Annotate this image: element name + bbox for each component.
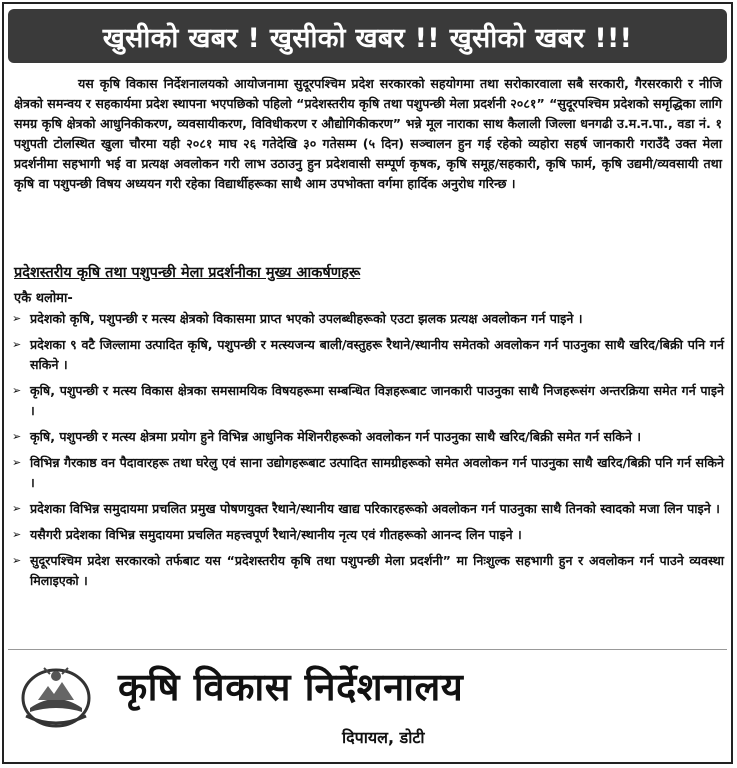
list-item [8,525,724,545]
footer-divider [8,649,727,650]
banner-title: खुसीको खबर ! खुसीको खबर !! खुसीको खबर !!! [102,22,633,54]
list-item-text: कृषि, पशुपन्छी र मत्स्य क्षेत्रमा प्रयोग हुने विभिन्न आधुनिक मेशिनरीहरूको अवलोकन गर्न पाउनुका साथै खरिद/बिक्री समेत गर्न सकिने । [30,429,642,444]
intro-paragraph: यस कृषि विकास निर्देशनालयको आयोजनामा सुदूरपश्चिम प्रदेश सरकारको सहयोगमा तथा सरोकारवाला सबै सरकारी, गैरसरकारी र नीजि क्षेत्रको समन्वय र सहकार्यमा प्रदेश स्थापना भएपछिको पहिलो “प्रदेशस्तरीय कृषि तथा पशुपन्छी मेला प्रदर्शनी २०८१” “सुदूरपश्चिम प्रदेशको समृद्धिका लागि समग्र कृषि क्षेत्रको आधुनिकीकरण, व्यवसायीकरण, विविधीकरण र औद्योगिकीकरण” भन्ने मूल नाराका साथ कैलाली जिल्ला धनगढी उ.म.न.पा., वडा नं. १ पशुपती टोलस्थित खुला चौरमा यही २०८१ माघ २६ गतेदेखि ३० गतेसम्म (५ दिन) सञ्चालन हुन गई रहेको व्यहोरा सहर्ष जानकारी गराउँदै उक्त मेला प्रदर्शनीमा सहभागी भई वा प्रत्यक्ष अवलोकन गरी लाभ उठाउनु हुन प्रदेशवासी सम्पूर्ण कृषक, कृषि समूह/सहकारी, कृषि फार्म, कृषि उद्यमी/व्यवसायी तथा कृषि वा पशुपन्छी विषय अध्ययन गरी रहेका विद्यार्थीहरूका साथै आम उपभोक्ता वर्गमा हार्दिक अनुरोध गरिन्छ । [14,76,722,191]
list-item-text: प्रदेशका ९ वटै जिल्लामा उत्पादित कृषि, पशुपन्छी र मत्स्यजन्य बाली/वस्तुहरू रैथाने/स्थानीय समेतको अवलोकन गर्न पाउनुका साथै खरिद/बिक्री पनि गर्न सकिने । [30,337,724,372]
arrow-bullet-icon: ➢ [12,384,22,397]
list-item [8,309,724,329]
attractions-list [8,309,724,597]
arrow-bullet-icon: ➢ [12,338,22,351]
list-item [8,427,724,447]
list-item [8,453,724,493]
list-item-text: सुदूरपश्चिम प्रदेश सरकारको तर्फबाट यस “प्रदेशस्तरीय कृषि तथा पशुपन्छी मेला प्रदर्शनी” मा निःशुल्क सहभागी हुन र अवलोकन गर्न पाउने व्यवस्था मिलाइएको । [30,553,724,588]
headline-banner [8,9,727,63]
attractions-subtitle: एकै थलोमा- [14,291,73,306]
arrow-bullet-icon: ➢ [12,456,22,469]
list-item [8,335,724,375]
organization-name: कृषि विकास निर्देशनालय [118,665,464,709]
organization-address: दिपायल, डोटी [342,728,425,747]
list-item [8,381,724,421]
list-item-text: विभिन्न गैरकाष्ठ वन पैदावारहरू तथा घरेलु एवं साना उद्योगहरूबाट उत्पादित सामग्रीहरूको समेत अवलोकन गर्न पाउनुका साथै खरिद/बिक्री पनि गर्न सकिने । [30,455,724,490]
list-item-text: यसैगरी प्रदेशका विभिन्न समुदायमा प्रचलित महत्त्वपूर्ण रैथाने/स्थानीय नृत्य एवं गीतहरूको आनन्द लिन पाइने । [30,527,522,542]
arrow-bullet-icon: ➢ [12,312,22,325]
arrow-bullet-icon: ➢ [12,430,22,443]
nepal-government-emblem-icon [20,660,92,730]
list-item-text: प्रदेशका विभिन्न समुदायमा प्रचलित प्रमुख पोषणयुक्त रैथाने/स्थानीय खाद्य परिकारहरूको अवलोकन गर्न पाउनुका साथै तिनको स्वादको मजा लिन पाइने । [30,501,720,516]
attractions-title: प्रदेशस्तरीय कृषि तथा पशुपन्छी मेला प्रदर्शनीका मुख्य आकर्षणहरू [14,265,361,281]
arrow-bullet-icon: ➢ [12,502,22,515]
list-item [8,499,724,519]
arrow-bullet-icon: ➢ [12,554,22,567]
list-item-text: कृषि, पशुपन्छी र मत्स्य विकास क्षेत्रका समसामयिक विषयहरूमा सम्बन्धित विज्ञहरूबाट जानकारी पाउनुका साथै निजहरूसंग अन्तरक्रिया समेत गर्न पाइने । [30,383,724,418]
list-item [8,551,724,591]
list-item-text: प्रदेशको कृषि, पशुपन्छी र मत्स्य क्षेत्रको विकासमा प्राप्त भएको उपलब्धीहरूको एउटा झलक प्रत्यक्ष अवलोकन गर्न पाइने । [30,311,583,326]
arrow-bullet-icon: ➢ [12,528,22,541]
